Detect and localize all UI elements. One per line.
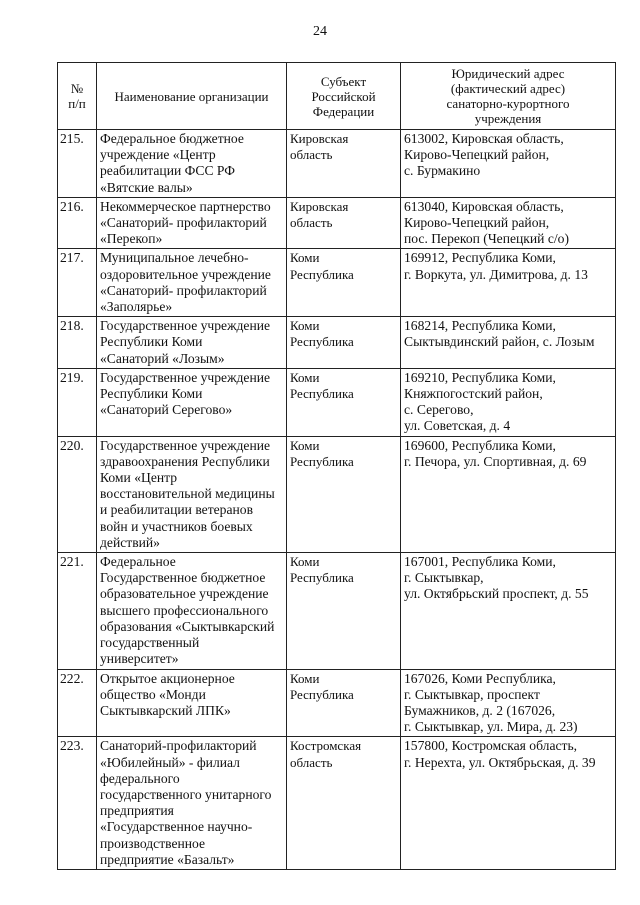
- federal-subject-line: Коми: [290, 250, 320, 266]
- row-number: 216.: [58, 197, 97, 249]
- row-number: 220.: [58, 436, 97, 552]
- federal-subject-line: Республика: [290, 570, 354, 586]
- organization-name-line: «Юбилейный» - филиал: [100, 754, 240, 770]
- federal-subject-line: Коми: [290, 318, 320, 334]
- organization-name-line: государственный: [100, 635, 200, 651]
- federal-subject-line: Коми: [290, 437, 320, 453]
- legal-address: [401, 368, 616, 436]
- table-row: [58, 197, 616, 249]
- table-row: [58, 553, 616, 669]
- organization-name-line: Коми «Центр: [100, 470, 178, 486]
- organization-name-line: Федеральное: [100, 554, 176, 570]
- federal-subject: [287, 436, 401, 552]
- table-row: [58, 130, 616, 198]
- legal-address: [401, 197, 616, 249]
- organization-name: [97, 436, 287, 552]
- legal-address: [401, 436, 616, 552]
- legal-address-line: 613002, Кировская область,: [404, 131, 564, 146]
- organization-name-line: предприятия: [100, 803, 174, 819]
- federal-subject-line: Республика: [290, 386, 354, 402]
- organization-name-line: Республики Коми: [100, 334, 203, 350]
- organization-name-line: учреждение «Центр: [100, 147, 216, 163]
- table-row: [58, 737, 616, 870]
- federal-subject-line: Республика: [290, 334, 354, 350]
- organization-name: [97, 249, 287, 317]
- legal-address-line: Бумажников, д. 2 (167026,: [404, 702, 556, 718]
- legal-address-line: 169210, Республика Коми,: [404, 369, 556, 385]
- organization-name-line: восстановительной медицины: [100, 486, 275, 502]
- federal-subject-line: Республика: [290, 453, 354, 469]
- legal-address-line: г. Сыктывкар,: [404, 570, 484, 586]
- sanatorium-table: [57, 62, 616, 870]
- table-row: [58, 436, 616, 552]
- federal-subject: [287, 669, 401, 737]
- legal-address-line: 167001, Республика Коми,: [404, 554, 556, 570]
- organization-name-line: образования «Сыктывкарский: [100, 618, 275, 634]
- organization-name: [97, 553, 287, 669]
- legal-address-line: Сыктывдинский район, с. Лозым: [404, 334, 595, 350]
- legal-address: [401, 553, 616, 669]
- organization-name-line: Государственное бюджетное: [100, 570, 266, 586]
- organization-name-line: здравоохранения Республики: [100, 453, 270, 469]
- organization-name-line: войн и участников боевых: [100, 518, 253, 534]
- organization-name-line: общество «Монди: [100, 686, 206, 702]
- organization-name-line: производственное: [100, 835, 206, 851]
- legal-address-line: 169600, Республика Коми,: [404, 437, 556, 453]
- legal-address-line: Княжпогостский район,: [404, 386, 543, 402]
- organization-name-line: Некоммерческое партнерство: [100, 198, 271, 214]
- table-row: [58, 669, 616, 737]
- row-number: 221.: [58, 553, 97, 669]
- organization-name-line: «Санаторий- профилакторий: [100, 215, 267, 231]
- organization-name-line: реабилитации ФСС РФ: [100, 163, 235, 179]
- legal-address-line: пос. Перекоп (Чепецкий с/о): [404, 231, 569, 247]
- legal-address-line: Кирово-Чепецкий район,: [404, 147, 550, 163]
- legal-address: [401, 249, 616, 317]
- legal-address-line: 613040, Кировская область,: [404, 198, 564, 214]
- organization-name-line: действий»: [100, 534, 160, 550]
- row-number: 222.: [58, 669, 97, 737]
- organization-name-line: предприятие «Базальт»: [100, 851, 235, 867]
- organization-name-line: образовательное учреждение: [100, 586, 269, 602]
- legal-address: [401, 737, 616, 870]
- organization-name-line: государственного унитарного: [100, 786, 272, 802]
- organization-name-line: «Заполярье»: [100, 299, 173, 315]
- organization-name-line: «Вятские валы»: [100, 179, 193, 195]
- federal-subject-line: Коми: [290, 369, 320, 385]
- organization-name: [97, 669, 287, 737]
- federal-subject-line: Коми: [290, 670, 320, 686]
- federal-subject: [287, 553, 401, 669]
- row-number: 215.: [58, 130, 97, 198]
- organization-name-line: Государственное учреждение: [100, 318, 271, 334]
- legal-address-line: Кирово-Чепецкий район,: [404, 215, 550, 231]
- organization-name-line: Муниципальное лечебно-: [100, 250, 249, 266]
- organization-name-line: высшего профессионального: [100, 602, 269, 618]
- organization-name: [97, 368, 287, 436]
- legal-address-line: г. Сыктывкар, ул. Мира, д. 23): [404, 719, 578, 735]
- organization-name-line: «Перекоп»: [100, 231, 163, 247]
- organization-name-line: Республики Коми: [100, 386, 203, 402]
- organization-name-line: Государственное учреждение: [100, 437, 271, 453]
- organization-name-line: «Государственное научно-: [100, 819, 253, 835]
- legal-address-line: ул. Октябрьский проспект, д. 55: [404, 586, 589, 602]
- header-name: Наименование организации: [97, 63, 287, 130]
- federal-subject-line: Костромская: [290, 738, 362, 754]
- legal-address-line: 168214, Республика Коми,: [404, 318, 556, 334]
- organization-name-line: «Санаторий Серегово»: [100, 402, 233, 418]
- header-address: Юридический адрес (фактический адрес) санаторно-курортного учреждения: [401, 63, 616, 130]
- header-subject: Субъект Российской Федерации: [287, 63, 401, 130]
- legal-address-line: г. Сыктывкар, проспект: [404, 686, 540, 702]
- organization-name-line: Санаторий-профилакторий: [100, 738, 257, 754]
- row-number: 223.: [58, 737, 97, 870]
- legal-address-line: г. Воркута, ул. Димитрова, д. 13: [404, 266, 588, 282]
- organization-name: [97, 130, 287, 198]
- organization-name-line: Государственное учреждение: [100, 369, 271, 385]
- legal-address: [401, 669, 616, 737]
- organization-name-line: и реабилитации ветеранов: [100, 502, 253, 518]
- federal-subject: [287, 130, 401, 198]
- federal-subject-line: область: [290, 754, 333, 770]
- organization-name-line: федерального: [100, 770, 180, 786]
- header-num: № п/п: [58, 63, 97, 130]
- table-body: [58, 130, 616, 870]
- legal-address-line: 169912, Республика Коми,: [404, 250, 556, 266]
- organization-name: [97, 197, 287, 249]
- federal-subject: [287, 737, 401, 870]
- federal-subject-line: Коми: [290, 554, 320, 570]
- federal-subject-line: Кировская: [290, 131, 349, 146]
- table-header-row: [58, 63, 616, 130]
- organization-name: [97, 737, 287, 870]
- legal-address: [401, 130, 616, 198]
- organization-name-line: оздоровительное учреждение: [100, 266, 271, 282]
- federal-subject: [287, 317, 401, 369]
- legal-address-line: 157800, Костромская область,: [404, 738, 578, 754]
- table-row: [58, 249, 616, 317]
- federal-subject-line: область: [290, 215, 333, 231]
- legal-address-line: 167026, Коми Республика,: [404, 670, 556, 686]
- table-row: [58, 317, 616, 369]
- federal-subject-line: область: [290, 147, 333, 163]
- organization-name-line: Сыктывкарский ЛПК»: [100, 702, 231, 718]
- organization-name-line: университет»: [100, 651, 179, 667]
- legal-address-line: г. Нерехта, ул. Октябрьская, д. 39: [404, 754, 596, 770]
- legal-address-line: с. Серегово,: [404, 402, 474, 418]
- row-number: 218.: [58, 317, 97, 369]
- organization-name-line: «Санаторий- профилакторий: [100, 282, 267, 298]
- row-number: 217.: [58, 249, 97, 317]
- legal-address-line: г. Печора, ул. Спортивная, д. 69: [404, 453, 587, 469]
- federal-subject: [287, 197, 401, 249]
- organization-name-line: Федеральное бюджетное: [100, 131, 244, 146]
- federal-subject: [287, 249, 401, 317]
- table-row: [58, 368, 616, 436]
- row-number: 219.: [58, 368, 97, 436]
- legal-address-line: ул. Советская, д. 4: [404, 418, 511, 434]
- organization-name-line: «Санаторий «Лозым»: [100, 350, 225, 366]
- federal-subject-line: Кировская: [290, 198, 349, 214]
- page-number: 24: [313, 24, 327, 39]
- legal-address-line: с. Бурмакино: [404, 163, 481, 179]
- federal-subject-line: Республика: [290, 266, 354, 282]
- legal-address: [401, 317, 616, 369]
- federal-subject: [287, 368, 401, 436]
- federal-subject-line: Республика: [290, 686, 354, 702]
- organization-name-line: Открытое акционерное: [100, 670, 235, 686]
- organization-name: [97, 317, 287, 369]
